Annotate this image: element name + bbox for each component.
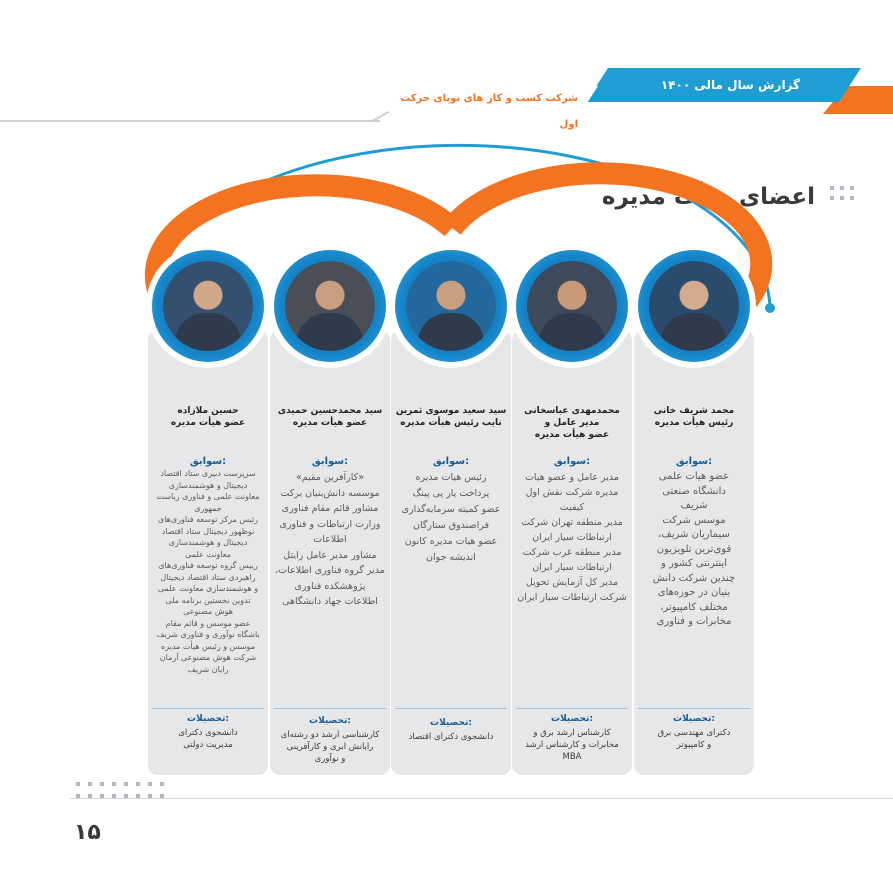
member-3-role: نایب رئیس هیأت مدیره [400, 418, 502, 428]
member-4-history: «کارآفرین مقیم» موسسه دانش‌بنیان برکت مشاور قائم مقام فناوری وزارت ارتباطات و فناوری اطلاعات مشاور مدیر عامل رایتل مدیر گروه فناوری اطلاعات، پژوهشکده فناوری اطلاعات جهاد دانشگاهی [275, 472, 385, 607]
report-title: گزارش سال مالی ۱۴۰۰ [660, 78, 800, 92]
member-1-name: محمد شریف خانی [653, 406, 735, 416]
member-4-name: سید محمدحسین حمیدی [277, 406, 383, 416]
section-title: اعضای هیأت مدیره [601, 184, 815, 210]
company-name: شرکت کسب و کار های نوپای حرکت اول [400, 93, 578, 130]
member-5-role: عضو هیأت مدیره [170, 418, 246, 428]
member-3-history-title: سوابق: [432, 456, 470, 467]
member-5-history: سرپرست دبیری ستاد اقتصاد دیجیتال و هوشمندسازی معاونت علمی و فناوری ریاست جمهوری رئیس مرکز توسعه فناوری‌های نوظهور دیجیتال ستاد اقتصاد دیجیتال و هوشمندسازی معاونت علمی رییس گروه توسعه فناوری‌های راهبردی ستاد اقتصاد دیجیتال و هوشمندسازی معاونت علمی تدوین نخستین برنامه ملی هوش مصنوعی عضو موسس و قائم مقام باشگاه نوآوری و فناوری شریف موسس و رئیس هیأت مدیره شرکت هوش مصنوعی آرمان رایان شریف [156, 469, 260, 674]
member-2-edu: کارشناس ارشد برق و مخابرات و کارشناس ارشد MBA [525, 728, 619, 762]
member-3-edu-title: تحصیلات: [430, 718, 472, 728]
member-3-name-block [391, 405, 511, 429]
member-2-history-title: سوابق: [553, 456, 591, 467]
member-5-name: حسین ملازاده [177, 406, 239, 416]
member-3-name: سید سعید موسوی ثمرین [395, 406, 507, 416]
member-2-role-line2: عضو هیأت مدیره [534, 430, 610, 440]
member-1-name-block [634, 405, 754, 429]
member-5-edu: دانشجوی دکترای مدیریت دولتی [178, 728, 238, 750]
page-number: ۱۵ [74, 820, 101, 845]
member-4-edu: کارشناسی ارشد دو رشته‌ای رایانش ابری و کارآفرینی و نوآوری [280, 730, 380, 764]
member-3-photo [406, 261, 496, 351]
member-4-history-title: سوابق: [311, 456, 349, 467]
member-5-history-title: سوابق: [189, 456, 227, 467]
member-1-edu: دکترای مهندسی برق و کامپیوتر [657, 728, 731, 750]
member-5-photo [163, 261, 253, 351]
footer-dots-decoration [76, 782, 164, 798]
member-4-divider [274, 708, 386, 709]
member-2-photo [527, 261, 617, 351]
member-5-name-block [148, 405, 268, 429]
header-rule [0, 120, 380, 122]
member-5-divider [152, 708, 264, 709]
member-3-divider [395, 708, 507, 709]
member-2-role: مدیر عامل و [544, 418, 600, 428]
member-2-name: محمدمهدی عباسخانی [524, 406, 620, 416]
member-4-edu-title: تحصیلات: [309, 716, 351, 726]
member-1-history-title: سوابق: [675, 456, 713, 467]
member-2-divider [516, 708, 628, 709]
member-4-photo [285, 261, 375, 351]
title-dots-decoration [830, 186, 854, 200]
member-4-name-block [270, 405, 390, 429]
member-1-divider [638, 708, 750, 709]
member-3-history: رئیس هیات مدیره پرداخت یار پی پینگ عضو کمیته سرمایه‌گذاری فراصندوق ستارگان عضو هیات مدیره کانون اندیشه جوان [401, 472, 501, 563]
member-2-name-block [512, 405, 632, 441]
member-5-edu-title: تحصیلات: [187, 714, 229, 724]
footer-rule [70, 798, 893, 799]
member-1-history: عضو هیات علمی دانشگاه صنعتی شریف موسس شرکت سیماریان شریف، قوی‌ترین تلویزیون اینترنتی کشور و چندین شرکت دانش بنیان در حوزه‌های مختلف کامپیوتر، مخابرات و فناوری [652, 471, 736, 627]
member-4-role: عضو هیأت مدیره [292, 418, 368, 428]
member-1-edu-title: تحصیلات: [673, 714, 715, 724]
member-3-edu: دانشجوی دکترای اقتصاد [408, 732, 494, 742]
member-1-role: رئیس هیأت مدیره [654, 418, 734, 428]
member-1-photo [649, 261, 739, 351]
member-2-history: مدیر عامل و عضو هیات مدیره شرکت نقش اول کیفیت مدیر منطقه تهران شرکت ارتباطات سیار ایران مدیر منطقه غرب شرکت ارتباطات سیار ایران مدیر کل آزمایش تحویل شرکت ارتباطات سیار ایران [517, 472, 627, 603]
member-2-edu-title: تحصیلات: [551, 714, 593, 724]
